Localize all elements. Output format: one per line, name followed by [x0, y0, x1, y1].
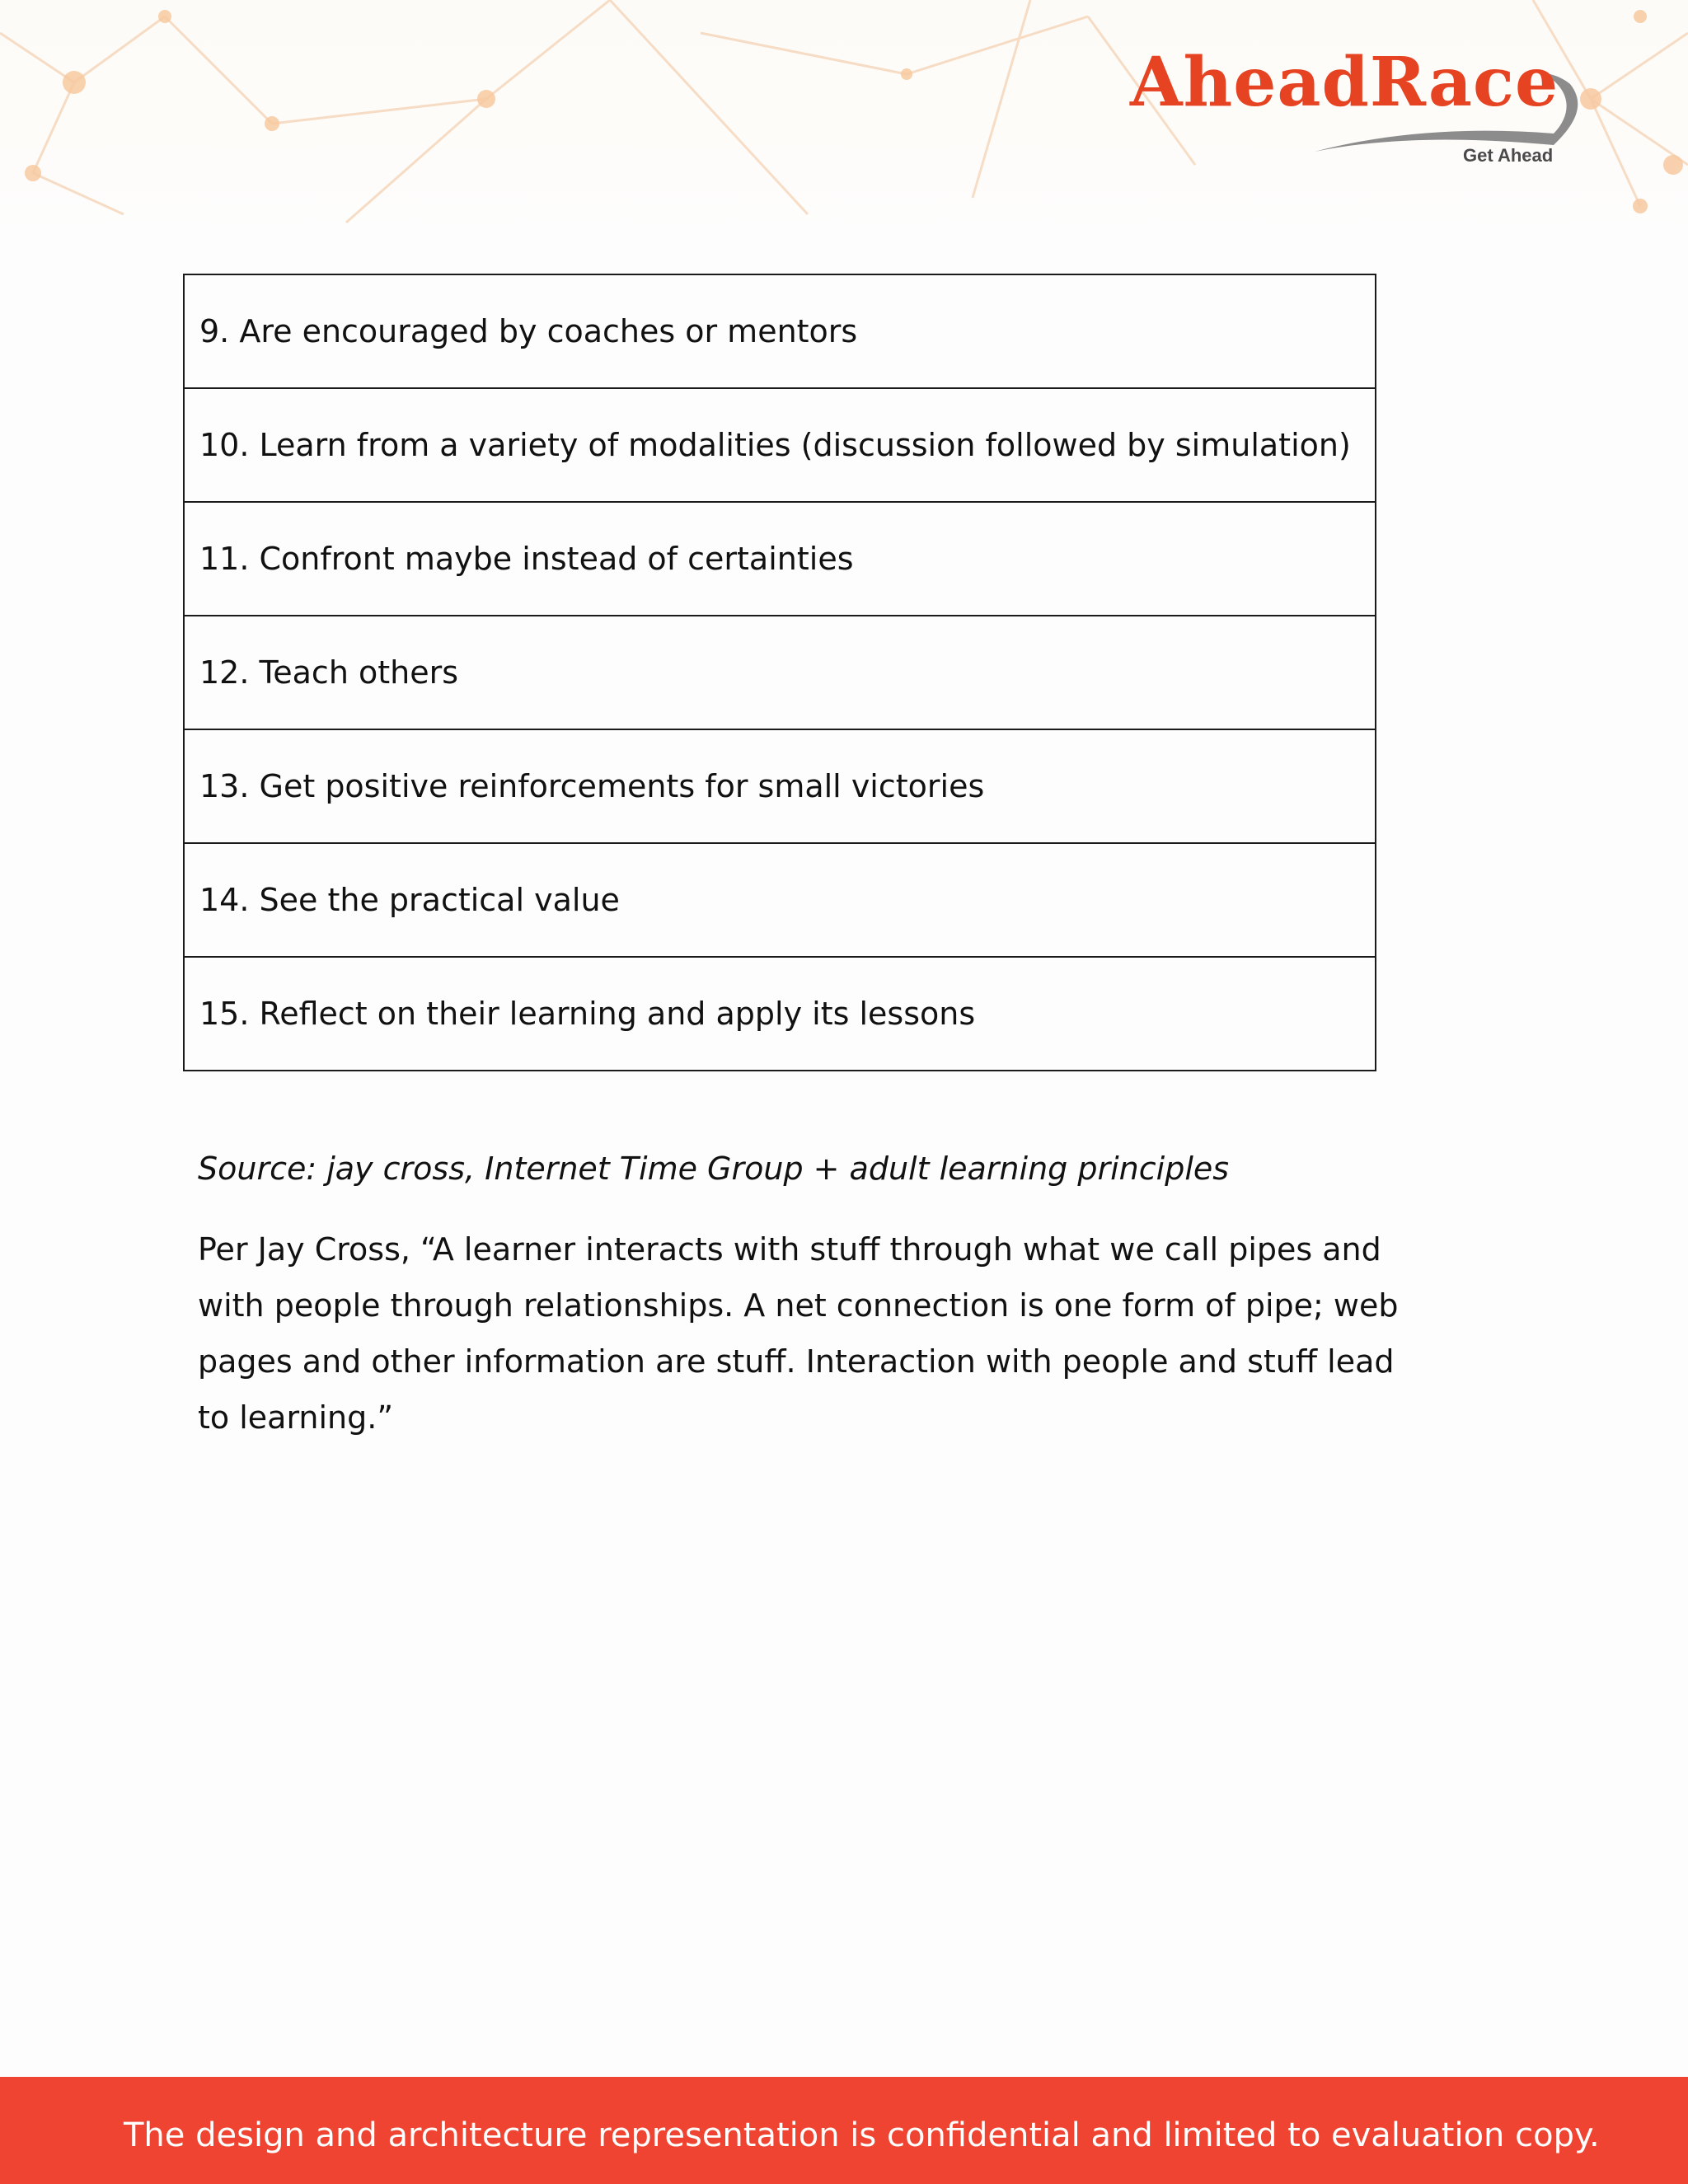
- table-row: [184, 388, 1376, 502]
- logo-wordmark: AheadRace: [1130, 43, 1559, 122]
- footer-text: The design and architecture representation is confidential and limited to evaluation copy.: [124, 2116, 1600, 2154]
- table-cell: 11. Confront maybe instead of certainties: [184, 502, 1376, 616]
- table-row: [184, 957, 1376, 1071]
- table-row: [184, 843, 1376, 957]
- logo-tagline: Get Ahead: [1463, 145, 1554, 166]
- table-cell: 13. Get positive reinforcements for small victories: [184, 729, 1376, 843]
- table-cell: 9. Are encouraged by coaches or mentors: [184, 274, 1376, 388]
- table-cell: 15. Reflect on their learning and apply its lessons: [184, 957, 1376, 1071]
- table-row: [184, 274, 1376, 388]
- table-cell: 10. Learn from a variety of modalities (discussion followed by simulation): [184, 388, 1376, 502]
- table-cell: 12. Teach others: [184, 616, 1376, 729]
- table-cell: 14. See the practical value: [184, 843, 1376, 957]
- learning-principles-table: [183, 274, 1376, 1071]
- table-row: [184, 502, 1376, 616]
- table-row: [184, 729, 1376, 843]
- confidentiality-footer: [0, 2077, 1688, 2184]
- aheadrace-logo[interactable]: [1125, 43, 1587, 175]
- body-paragraph: Per Jay Cross, “A learner interacts with stuff through what we call pipes and with people through relationships. A net connection is one form of pipe; web pages and other information are stuff. Interaction with people and stuff lead to learning.”: [198, 1231, 1399, 1436]
- page-header: [0, 0, 1688, 231]
- table-row: [184, 616, 1376, 729]
- source-citation: Source: jay cross, Internet Time Group + adult learning principles: [198, 1151, 1230, 1187]
